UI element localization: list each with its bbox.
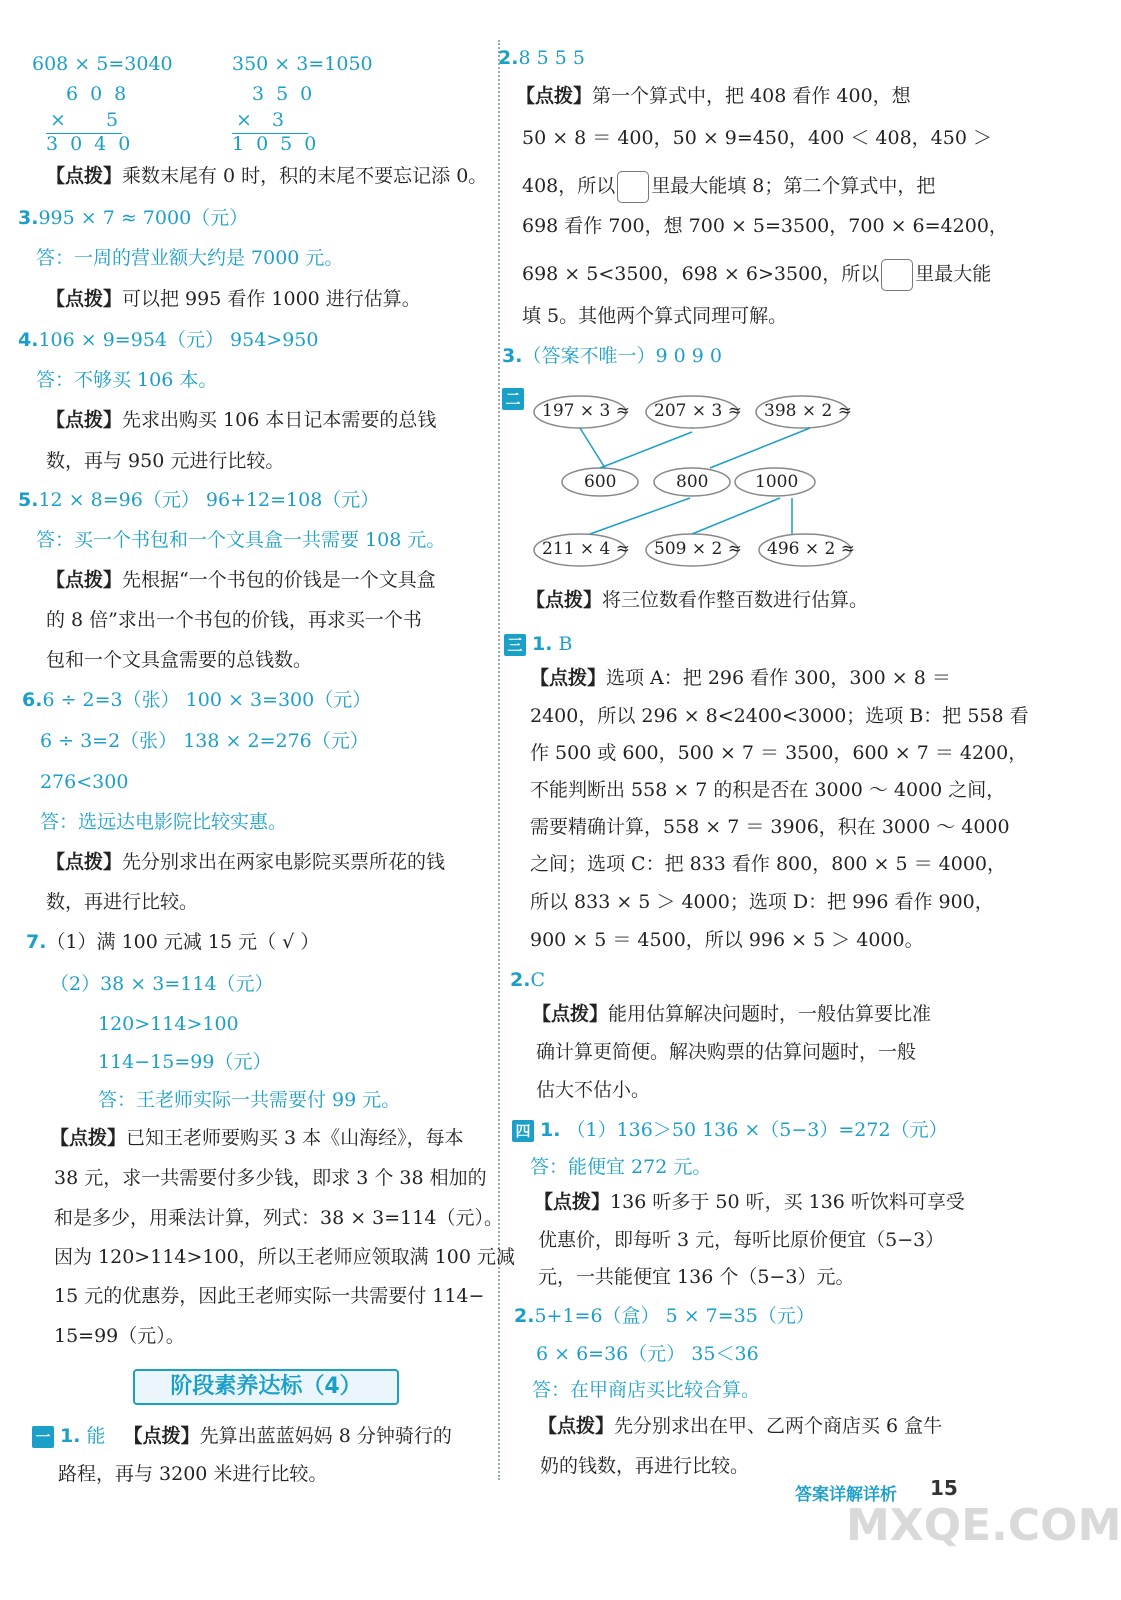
r-q2-line <box>498 46 585 70</box>
diag-top-2: 207 × 3 ≈ <box>654 401 742 421</box>
q3-line <box>18 206 248 230</box>
q6-number: 6. <box>22 689 43 711</box>
s3-q2-hint-2: 确计算更简便。解决购票的估算问题时，一般 <box>536 1041 917 1063</box>
s4-q1-hint-text: 136 听多于 50 听，买 136 听饮料可享受 <box>610 1191 965 1213</box>
va-op: 5 <box>106 109 119 131</box>
hint-tag: 【点拨】 <box>123 1425 200 1447</box>
diag-top-1: 197 × 3 ≈ <box>542 401 630 421</box>
s3-q1-hint-6: 之间；选项 C：把 833 看作 800，800 × 5 ＝ 4000， <box>530 853 1007 875</box>
q3-number: 3. <box>18 207 39 229</box>
q7-hint-1 <box>50 1126 464 1150</box>
section-banner: 阶段素养达标（4） <box>133 1369 399 1405</box>
diag-mid-1: 600 <box>584 472 617 492</box>
q2-hint-text: 乘数末尾有 0 时，积的末尾不要忘记添 0。 <box>122 165 488 187</box>
s4-q1-number: 1. <box>540 1119 561 1141</box>
q6-line-1 <box>22 688 371 712</box>
r-q2-hint-3 <box>522 170 935 203</box>
s2-marker-line <box>502 386 530 410</box>
section-one-marker: 一 <box>32 1426 54 1448</box>
q7-answer: 答：王老师实际一共需要付 99 元。 <box>98 1089 401 1111</box>
va-res: 3040 <box>46 133 143 155</box>
vb-res: 1050 <box>232 133 329 155</box>
s1-q1-line <box>32 1424 452 1448</box>
q6-eq-1: 6 ÷ 2=3（张） 100 × 3=300（元） <box>42 689 372 711</box>
s4-q2-line-1 <box>514 1304 815 1328</box>
q5-hint-1 <box>46 568 436 592</box>
hint-tag: 【点拨】 <box>534 1191 611 1213</box>
link-4 <box>590 498 690 534</box>
r-q2-hint-1 <box>516 84 911 108</box>
link-5 <box>692 498 780 534</box>
q3-hint <box>46 287 421 311</box>
q7-part-1: （1）满 100 元减 15 元（ √ ） <box>46 931 320 953</box>
s3-q1-answer: B <box>558 633 573 655</box>
s3-q2-hint-3: 估大不估小。 <box>536 1079 651 1101</box>
section-two-marker: 二 <box>502 388 524 410</box>
diag-mid-2: 800 <box>676 472 709 492</box>
vb-top: 350 <box>252 83 325 105</box>
diag-bot-3: 496 × 2 ≈ <box>767 539 855 559</box>
r-q2-hint-5b: 里最大能 <box>915 263 992 285</box>
s4-q2-answer: 答：在甲商店买比较合算。 <box>532 1379 761 1401</box>
q7-part-2: （2）38 × 3=114（元） <box>50 973 274 995</box>
blank-box <box>881 259 913 291</box>
q6-hint-text: 先分别求出在两家电影院买票所花的钱 <box>122 851 446 873</box>
s3-q2-answer: C <box>530 969 545 991</box>
q7-hint-6: 15=99（元）。 <box>54 1325 185 1347</box>
s2-hint <box>526 588 868 612</box>
hint-tag: 【点拨】 <box>46 569 123 591</box>
q4-number: 4. <box>18 329 39 351</box>
q4-hint-1 <box>46 408 436 432</box>
q7-part-3: 120>114>100 <box>98 1013 239 1035</box>
r-q3-line <box>502 344 722 368</box>
s3-q1-number: 1. <box>532 633 553 655</box>
s3-q1-hint-8: 900 × 5 ＝ 4500，所以 996 × 5 ＞ 4000。 <box>530 929 924 951</box>
vb-mul: × <box>236 109 252 131</box>
s3-q1-hint-3: 作 500 或 600，500 × 7 ＝ 3500，600 × 7 ＝ 4200， <box>530 742 1028 764</box>
vb-op: 3 <box>272 109 285 131</box>
q3-eq: 995 × 7 ≈ 7000（元） <box>38 207 249 229</box>
s3-q1-hint-2: 2400，所以 296 × 8<2400<3000；选项 B：把 558 看 <box>530 705 1029 727</box>
s1-q1-answer: 能 <box>86 1425 106 1447</box>
q7-hint-text: 已知王老师要购买 3 本《山海经》，每本 <box>126 1127 464 1149</box>
q7-line-1 <box>26 930 319 954</box>
q4-hint-2: 数，再与 950 元进行比较。 <box>46 450 285 472</box>
hint-tag: 【点拨】 <box>50 1127 127 1149</box>
hint-tag: 【点拨】 <box>46 165 123 187</box>
s3-q2-line <box>510 968 545 992</box>
diag-bot-1: 211 × 4 ≈ <box>542 539 630 559</box>
s4-q1-hint-2: 优惠价，即每听 3 元，每听比原价便宜（5−3） <box>538 1229 945 1251</box>
q5-hint-2: 的 8 倍”求出一个书包的价钱，再求买一个书 <box>46 609 422 631</box>
q2-hint <box>46 164 487 188</box>
s4-q1-hint-3: 元，一共能便宜 136 个（5−3）元。 <box>538 1266 855 1288</box>
q4-hint-text: 先求出购买 106 本日记本需要的总钱 <box>122 409 437 431</box>
q7-hint-5: 15 元的优惠券，因此王老师实际一共需要付 114− <box>54 1285 485 1307</box>
s4-q1-line <box>512 1118 948 1142</box>
q7-hint-3: 和是多少，用乘法计算，列式：38 × 3=114（元）。 <box>54 1207 503 1229</box>
q5-number: 5. <box>18 489 39 511</box>
hint-tag: 【点拨】 <box>46 288 123 310</box>
hint-tag: 【点拨】 <box>516 85 593 107</box>
q3-answer: 答：一周的营业额大约是 7000 元。 <box>36 247 344 269</box>
q7-hint-4: 因为 120>114>100，所以王老师应领取满 100 元减 <box>54 1246 516 1268</box>
section-four-marker: 四 <box>512 1120 534 1142</box>
s4-q1-hint-1 <box>534 1190 965 1214</box>
r-q2-hint-4: 698 看作 700，想 700 × 5=3500，700 × 6=4200， <box>522 215 1008 237</box>
q6-answer: 答：选远达电影院比较实惠。 <box>40 811 288 833</box>
r-q2-hint-3a: 408，所以 <box>522 175 616 197</box>
s4-q1-answer: 答：能便宜 272 元。 <box>530 1156 712 1178</box>
s2-hint-text: 将三位数看作整百数进行估算。 <box>602 589 869 611</box>
diag-mid-3: 1000 <box>755 472 799 492</box>
q3-hint-text: 可以把 995 看作 1000 进行估算。 <box>122 288 421 310</box>
calc-eq-a: 608 × 5=3040 <box>32 53 173 75</box>
hint-tag: 【点拨】 <box>46 851 123 873</box>
q6-hint-1 <box>46 850 445 874</box>
r-q3-number: 3. <box>502 345 523 367</box>
s3-q2-hint-text: 能用估算解决问题时，一般估算要比准 <box>608 1003 932 1025</box>
r-q2-answer: 8 5 5 5 <box>518 47 585 69</box>
s3-q1-hint-7: 所以 833 × 5 ＞ 4000；选项 D：把 996 看作 900， <box>530 891 994 913</box>
r-q2-hint-2: 50 × 8 ＝ 400，50 × 9=450，400 ＜ 408，450 ＞ <box>522 127 992 149</box>
footer-label: 答案详解详析 <box>795 1485 897 1505</box>
q5-eq: 12 × 8=96（元） 96+12=108（元） <box>38 489 380 511</box>
s4-q2-hint-2: 奶的钱数，再进行比较。 <box>540 1455 750 1477</box>
q7-part-4: 114−15=99（元） <box>98 1051 272 1073</box>
q4-eq: 106 × 9=954（元） 954>950 <box>38 329 319 351</box>
s4-q2-eq-2: 6 × 6=36（元） 35＜36 <box>536 1343 759 1365</box>
hint-tag: 【点拨】 <box>532 1003 609 1025</box>
q6-eq-3: 276<300 <box>40 771 129 793</box>
link-2 <box>600 432 692 468</box>
q6-hint-2: 数，再进行比较。 <box>46 891 199 913</box>
s1-hint-text: 先算出蓝蓝妈妈 8 分钟骑行的 <box>199 1425 452 1447</box>
s3-q1-hint-5: 需要精确计算，558 × 7 ＝ 3906，积在 3000 ～ 4000 <box>530 816 1010 838</box>
s3-q1-hint-4: 不能判断出 558 × 7 的积是否在 3000 ～ 4000 之间， <box>530 779 1006 801</box>
r-q2-hint-text: 第一个算式中，把 408 看作 400，想 <box>592 85 911 107</box>
hint-tag: 【点拨】 <box>526 589 603 611</box>
q5-hint-text: 先根据“一个书包的价钱是一个文具盒 <box>122 569 436 591</box>
link-3 <box>710 428 810 468</box>
diag-top-3: 398 × 2 ≈ <box>764 401 852 421</box>
s4-q2-hint-text: 先分别求出在甲、乙两个商店买 6 盒牛 <box>614 1415 943 1437</box>
va-top: 608 <box>66 83 139 105</box>
va-mul: × <box>50 109 66 131</box>
hint-tag: 【点拨】 <box>538 1415 615 1437</box>
s3-q2-hint-1 <box>532 1002 931 1026</box>
s4-q2-number: 2. <box>514 1305 535 1327</box>
q7-hint-2: 38 元，求一共需要付多少钱，即求 3 个 38 相加的 <box>54 1167 487 1189</box>
q4-line <box>18 328 318 352</box>
s4-q2-eq-1: 5+1=6（盒） 5 × 7=35（元） <box>534 1305 815 1327</box>
s4-q2-hint-1 <box>538 1414 942 1438</box>
link-1 <box>580 428 605 468</box>
blank-box <box>617 171 649 203</box>
matching-diagram <box>530 392 870 570</box>
r-q2-hint-6: 填 5。其他两个算式同理可解。 <box>522 305 788 327</box>
q5-hint-3: 包和一个文具盒需要的总钱数。 <box>46 649 313 671</box>
section-three-marker: 三 <box>504 634 526 656</box>
r-q2-hint-5a: 698 × 5<3500，698 × 6>3500，所以 <box>522 263 880 285</box>
hint-tag: 【点拨】 <box>530 667 607 689</box>
s1-q1-number: 1. <box>60 1425 81 1447</box>
s4-q1-eq: （1）136＞50 136 ×（5−3）=272（元） <box>566 1119 948 1141</box>
q6-eq-2: 6 ÷ 3=2（张） 138 × 2=276（元） <box>40 730 369 752</box>
s3-q1-line <box>504 632 572 656</box>
s1-hint-2: 路程，再与 3200 米进行比较。 <box>58 1463 328 1485</box>
watermark: MXQE.COM <box>846 1500 1121 1551</box>
r-q2-hint-5 <box>522 258 991 291</box>
hint-tag: 【点拨】 <box>46 409 123 431</box>
page-number: 15 <box>930 1476 958 1500</box>
q4-answer: 答：不够买 106 本。 <box>36 369 218 391</box>
s3-q2-number: 2. <box>510 969 531 991</box>
r-q2-hint-3b: 里最大能填 8；第二个算式中，把 <box>651 175 936 197</box>
q7-number: 7. <box>26 931 47 953</box>
s3-q1-hint-text: 选项 A：把 296 看作 300，300 × 8 ＝ <box>606 667 951 689</box>
diag-bot-2: 509 × 2 ≈ <box>654 539 742 559</box>
s3-q1-hint-1 <box>530 666 951 690</box>
q5-line <box>18 488 379 512</box>
r-q2-number: 2. <box>498 47 519 69</box>
calc-eq-b: 350 × 3=1050 <box>232 53 373 75</box>
q5-answer: 答：买一个书包和一个文具盒一共需要 108 元。 <box>36 529 446 551</box>
r-q3-answer: （答案不唯一）9 0 9 0 <box>522 345 722 367</box>
